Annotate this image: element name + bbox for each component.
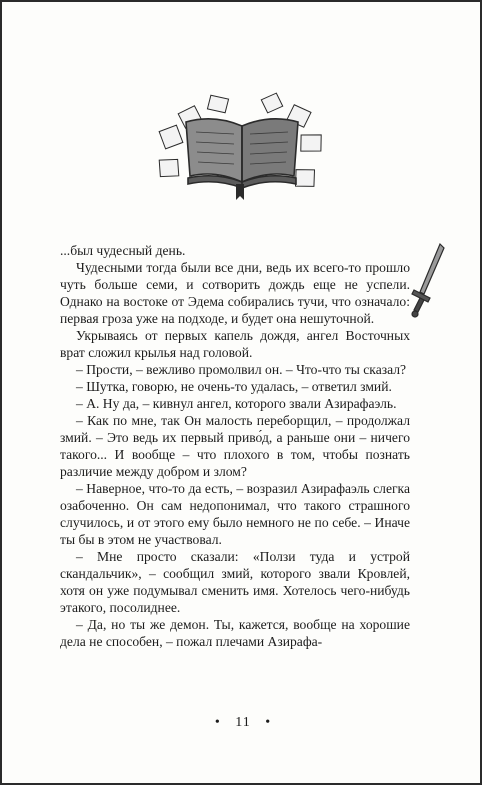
page-number-footer (2, 715, 482, 731)
sword-icon (410, 240, 450, 320)
paragraph: Чудесными тогда были все дни, ведь их всего-то прошло чуть больше семи, и сотворить дождь еще не успели. Однако на востоке от Эдема собирались тучи, что означало: первая гроза уже на подходе, и будет она нешуточной. (60, 260, 410, 326)
folio-dot-left: • (214, 715, 221, 730)
paragraph: ...был чудесный день. (60, 243, 186, 258)
paragraph: – А. Ну да, – кивнул ангел, которого звали Азирафаэль. (76, 396, 397, 411)
paragraph: – Да, но ты же демон. Ты, кажется, вообще на хорошие дела не способен, – пожал плечами Азирафа- (60, 617, 410, 649)
paragraph: – Мне просто сказали: «Ползи туда и устрой скандальчик», – сообщил змий, которого звали Кровлей, хотя он уже подумывал сменить имя. Хотелось чего-нибудь этакого, посолиднее. (60, 549, 410, 615)
paragraph: Укрываясь от первых капель дождя, ангел Восточных врат сложил крылья над головой. (60, 328, 410, 360)
paragraph: – Шутка, говорю, не очень-то удалась, – ответил змий. (76, 379, 392, 394)
paragraph: – Прости, – вежливо промолвил он. – Что-что ты сказал? (76, 362, 407, 377)
folio-dot-right: • (265, 715, 272, 730)
body-text (60, 242, 410, 650)
open-book-icon (152, 92, 332, 202)
page-number: 11 (235, 715, 251, 730)
paragraph: – Как по мне, так Он малость переборщил, – продолжал змий. – Это ведь их первый приво́д, а раньше они – ничего такого... И вообще – что плохого в том, чтобы познать различие между добром и злом? (60, 413, 410, 479)
paragraph: – Наверное, что-то да есть, – возразил Азирафаэль слегка озабоченно. Он сам недопонимал, что такого страшного случилось, и от этого ему было немного не по себе. – Иначе ты бы в этом не участвовал. (60, 481, 410, 547)
